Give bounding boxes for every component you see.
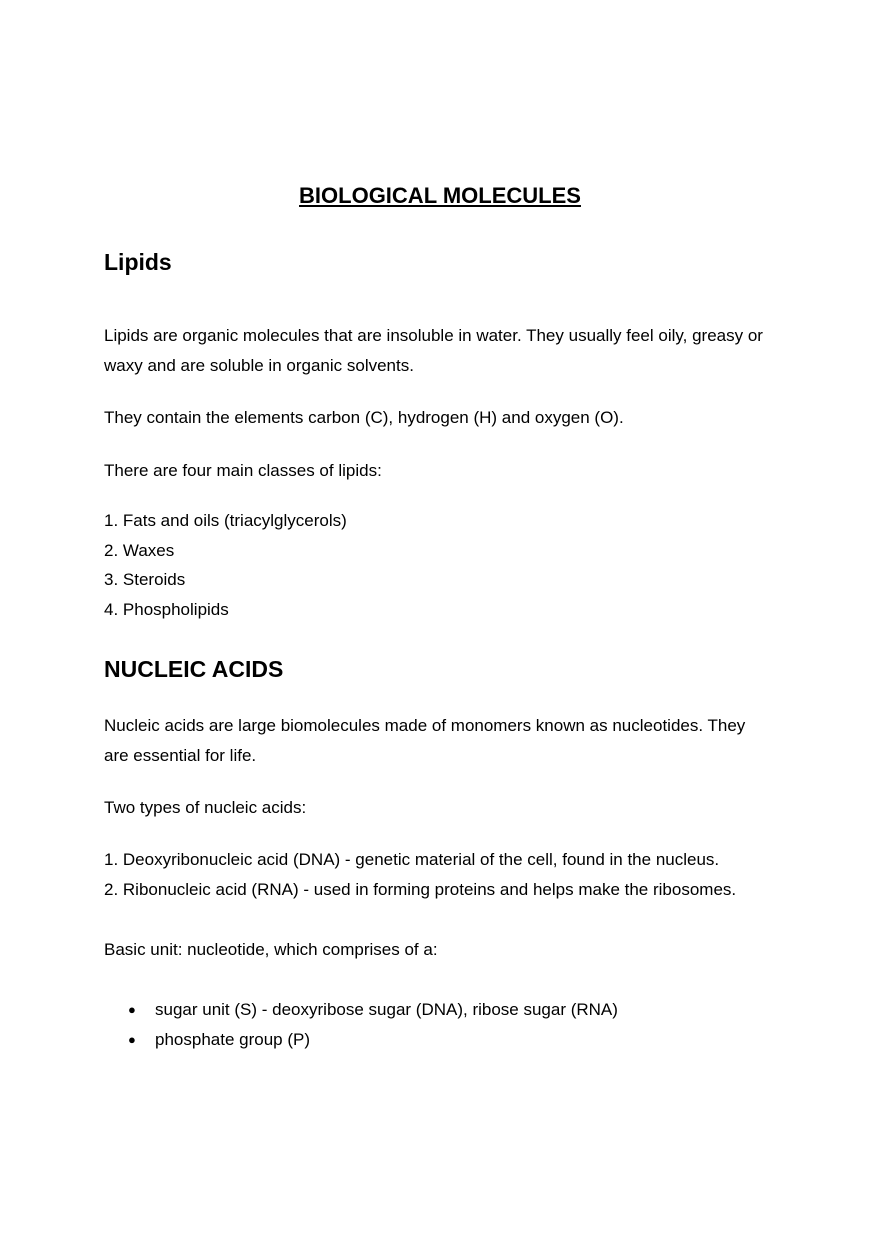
- nucleic-types-intro: Two types of nucleic acids:: [104, 798, 307, 817]
- list-item: 3. Steroids: [104, 570, 186, 589]
- lipids-classes-intro: There are four main classes of lipids:: [104, 461, 382, 480]
- nucleic-acids-heading: NUCLEIC ACIDS: [104, 656, 284, 682]
- lipids-heading: Lipids: [104, 249, 172, 275]
- list-item: 4. Phospholipids: [104, 600, 229, 619]
- nucleic-paragraph-line: Nucleic acids are large biomolecules made of monomers known as nucleotides. They: [104, 716, 746, 735]
- bullet-item: sugar unit (S) - deoxyribose sugar (DNA), ribose sugar (RNA): [155, 1000, 618, 1019]
- list-item: 2. Ribonucleic acid (RNA) - used in forming proteins and helps make the ribosomes.: [104, 880, 737, 899]
- lipids-paragraph-line: Lipids are organic molecules that are insoluble in water. They usually feel oily, greasy or: [104, 326, 763, 345]
- basic-unit-text: Basic unit: nucleotide, which comprises of a:: [104, 940, 438, 959]
- list-item: 2. Waxes: [104, 541, 175, 560]
- lipids-paragraph-line: waxy and are soluble in organic solvents.: [104, 356, 414, 375]
- list-item: 1. Fats and oils (triacylglycerols): [104, 511, 347, 530]
- bullet-icon: ●: [128, 1002, 136, 1017]
- bullet-item: phosphate group (P): [155, 1030, 310, 1049]
- list-item: 1. Deoxyribonucleic acid (DNA) - genetic material of the cell, found in the nucleus.: [104, 850, 720, 869]
- page-title: BIOLOGICAL MOLECULES: [299, 183, 581, 208]
- lipids-elements-text: They contain the elements carbon (C), hydrogen (H) and oxygen (O).: [104, 408, 624, 427]
- nucleic-paragraph-line: are essential for life.: [104, 746, 257, 765]
- bullet-icon: ●: [128, 1032, 136, 1047]
